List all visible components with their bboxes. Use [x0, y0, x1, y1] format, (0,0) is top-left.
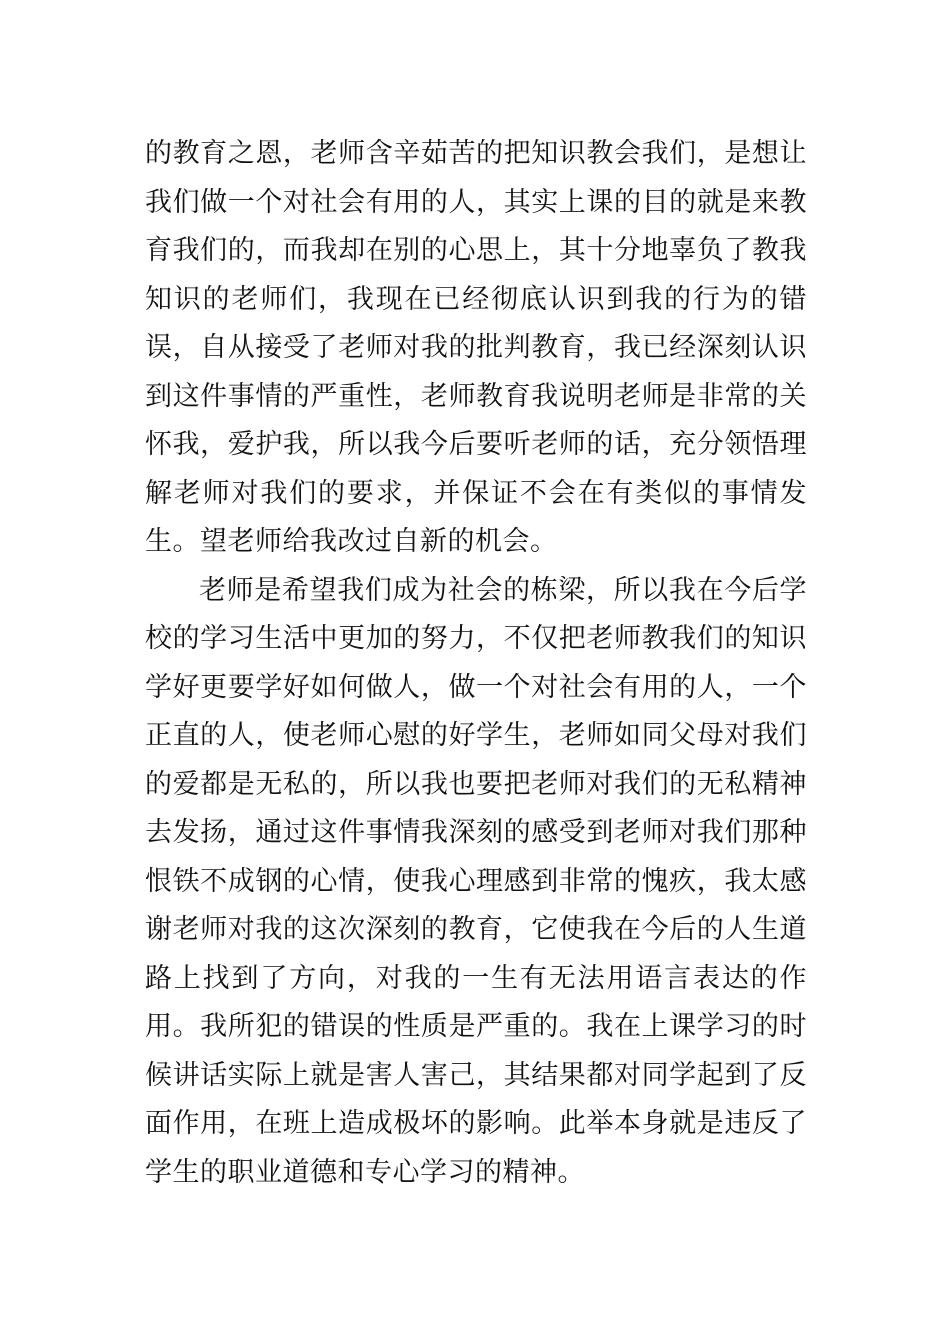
paragraph-teacher-hopes: 老师是希望我们成为社会的栋梁，所以我在今后学校的学习生活中更加的努力，不仅把老师教我们的知识学好更要学好如何做人，做一个对社会有用的人，一个正直的人，使老师心慰的好学生，老师如同父母对我们的爱都是无私的，所以我也要把老师对我们的无私精神去发扬，通过这件事情我深刻的感受到老师对我们那种恨铁不成钢的心情，使我心理感到非常的愧疚，我太感谢老师对我的这次深刻的教育，它使我在今后的人生道路上找到了方向，对我的一生有无法用语言表达的作用。我所犯的错误的性质是严重的。我在上课学习的时候讲话实际上就是害人害己，其结果都对同学起到了反面作用，在班上造成极坏的影响。此举本身就是违反了学生的职业道德和专心学习的精神。 — [145, 574, 807, 1188]
paragraph-continued: 的教育之恩，老师含辛茹苦的把知识教会我们，是想让我们做一个对社会有用的人，其实上课的目的就是来教育我们的，而我却在别的心思上，其十分地辜负了教我知识的老师们，我现在已经彻底认识到我的行为的错误，自从接受了老师对我的批判教育，我已经深刻认识到这件事情的严重性，老师教育我说明老师是非常的关怀我，爱护我，所以我今后要听老师的话，充分领悟理解老师对我们的要求，并保证不会在有类似的事情发生。望老师给我改过自新的机会。 — [145, 138, 807, 557]
body-text — [145, 130, 807, 1197]
